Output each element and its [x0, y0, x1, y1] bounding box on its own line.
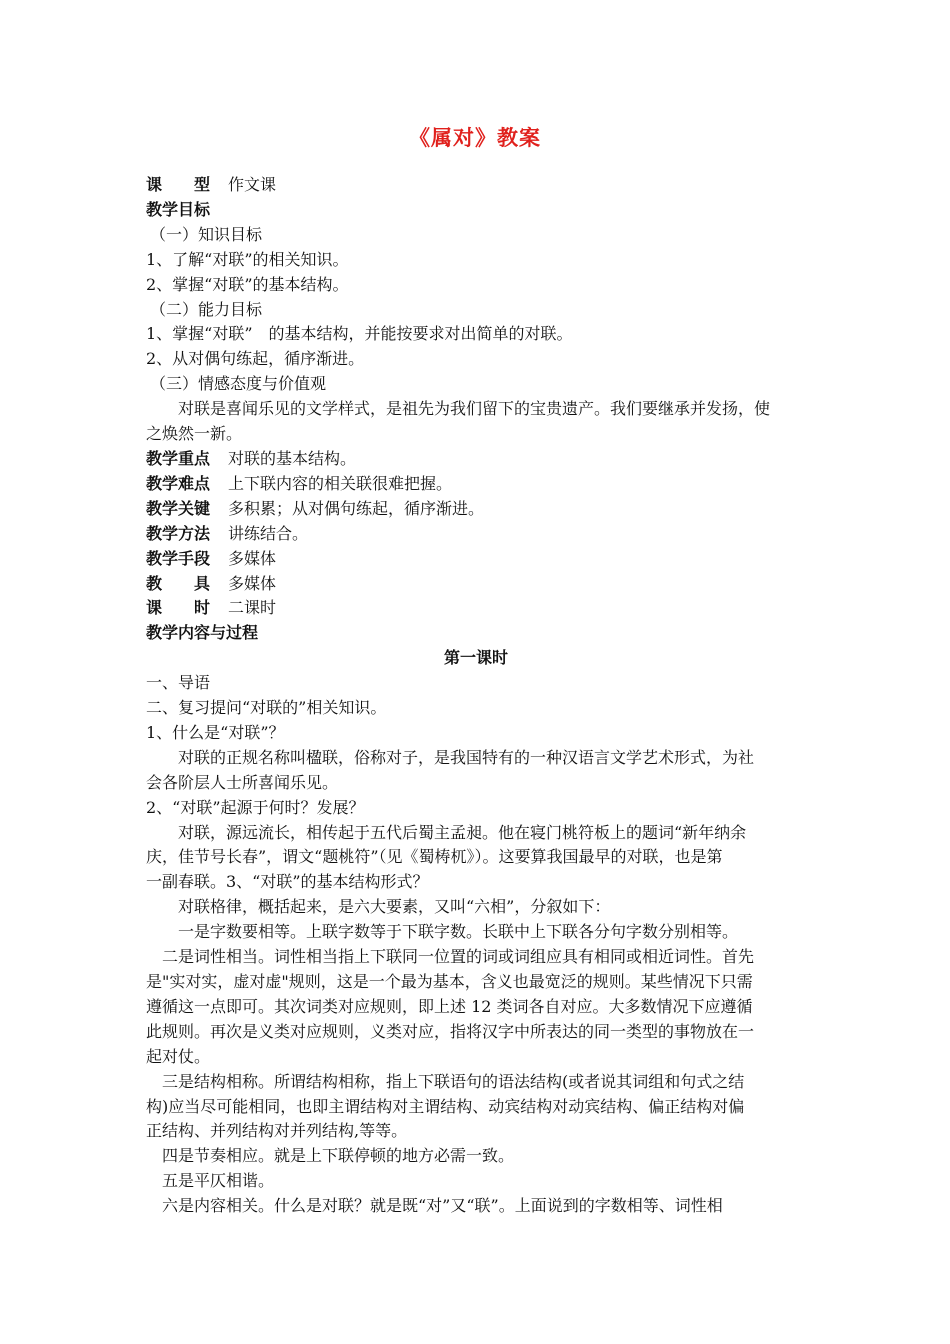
process-heading: 教学内容与过程: [146, 623, 259, 643]
difficulty-label: 教学难点: [146, 473, 211, 493]
tools-label: 教 具: [146, 573, 211, 593]
review-line: 二、复习提问“对联的”相关知识。: [146, 698, 387, 718]
method-value: 讲练结合。: [228, 523, 309, 543]
rule-2-line: 遵循这一点即可。其次词类对应规则，即上述 12 类词各自对应。大多数情况下应遵循: [146, 996, 753, 1016]
knowledge-item-2: 2、掌握“对联”的基本结构。: [146, 274, 349, 294]
knowledge-heading: （一）知识目标: [150, 224, 263, 244]
emotion-heading: （三）情感态度与价值观: [150, 374, 327, 394]
hours-label: 课 时: [146, 598, 211, 618]
rule-2-line: 二是词性相当。词性相当指上下联同一位置的词或词组应具有相同或相近词性。首先: [162, 947, 755, 967]
means-label: 教学手段: [146, 548, 211, 568]
hours-row: [146, 596, 806, 621]
crux-label: 教学关键: [146, 498, 211, 518]
answer-2-line: 对联，源远流长，相传起于五代后蜀主孟昶。他在寝门桃符板上的题词“新年纳余: [178, 822, 747, 842]
hours-value: 二课时: [228, 598, 277, 618]
rule-3-line: 三是结构相称。所谓结构相称，指上下联语句的语法结构(或者说其词组和句式之结: [162, 1071, 745, 1091]
answer-3-line: 对联格律，概括起来，是六大要素，又叫“六相”，分叙如下：: [178, 897, 611, 917]
rule-3-line: 正结构、并列结构对并列结构,等等。: [146, 1121, 408, 1141]
ability-item-2: 2、从对偶句练起，循序渐进。: [146, 349, 365, 369]
key-point-row: [146, 447, 806, 472]
key-point-value: 对联的基本结构。: [228, 448, 357, 468]
rule-1: 一是字数要相等。上联字数等于下联字数。长联中上下联各分句字数分别相等。: [178, 922, 739, 942]
rule-4: 四是节奏相应。就是上下联停顿的地方必需一致。: [162, 1146, 515, 1166]
course-type-value: 作文课: [228, 175, 277, 194]
emotion-paragraph-line: 对联是喜闻乐见的文学样式，是祖先为我们留下的宝贵遗产。我们要继承并发扬，使: [178, 399, 771, 419]
crux-value: 多积累；从对偶句练起，循序渐进。: [228, 498, 485, 518]
question-1: 1、什么是“对联”？: [146, 722, 285, 742]
rule-6: 六是内容相关。什么是对联？就是既“对”又“联”。上面说到的字数相等、词性相: [162, 1196, 723, 1216]
difficulty-value: 上下联内容的相关联很难把握。: [228, 473, 453, 493]
course-type-label: 课 型: [146, 175, 211, 194]
answer-1-line: 会各阶层人士所喜闻乐见。: [146, 772, 339, 792]
ability-heading: （二）能力目标: [150, 299, 263, 319]
rule-3-line: 构)应当尽可能相同，也即主谓结构对主谓结构、动宾结构对动宾结构、偏正结构对偏: [146, 1096, 745, 1116]
goals-heading: 教学目标: [146, 199, 211, 219]
tools-row: [146, 572, 806, 597]
rule-5: 五是平仄相谐。: [162, 1171, 275, 1191]
means-row: [146, 547, 806, 572]
lesson1-heading: 第一课时: [443, 648, 508, 668]
rule-2-line: 是"实对实，虚对虚"规则，这是一个最为基本，含义也最宽泛的规则。某些情况下只需: [146, 972, 753, 991]
document-title: 《属对》教案: [409, 125, 541, 150]
means-value: 多媒体: [228, 548, 277, 568]
intro-line: 一、导语: [146, 673, 211, 693]
answer-1-line: 对联的正规名称叫楹联，俗称对子，是我国特有的一种汉语言文学艺术形式，为社: [178, 747, 755, 767]
crux-row: [146, 497, 806, 522]
question-2: 2、“对联”起源于何时？发展？: [146, 797, 365, 817]
method-label: 教学方法: [146, 523, 211, 543]
tools-value: 多媒体: [228, 573, 277, 593]
answer-2-line: 庆，佳节号长春”，谓文“题桃符”（见《蜀梼杌》）。这要算我国最早的对联，也是第: [146, 847, 723, 867]
difficulty-row: [146, 472, 806, 497]
answer-2-line: 一副春联。3、“对联”的基本结构形式？: [146, 872, 429, 892]
rule-2-line: 此规则。再次是义类对应规则，义类对应，指将汉字中所表达的同一类型的事物放在一: [146, 1021, 755, 1041]
document-body: [146, 173, 806, 1219]
ability-item-1: 1、掌握“对联” 的基本结构，并能按要求对出简单的对联。: [146, 324, 573, 344]
key-point-label: 教学重点: [146, 448, 211, 468]
rule-2-line: 起对仗。: [146, 1046, 211, 1066]
course-type-row: [146, 173, 806, 198]
knowledge-item-1: 1、了解“对联”的相关知识。: [146, 249, 349, 269]
emotion-paragraph-line: 之焕然一新。: [146, 424, 243, 444]
method-row: [146, 522, 806, 547]
